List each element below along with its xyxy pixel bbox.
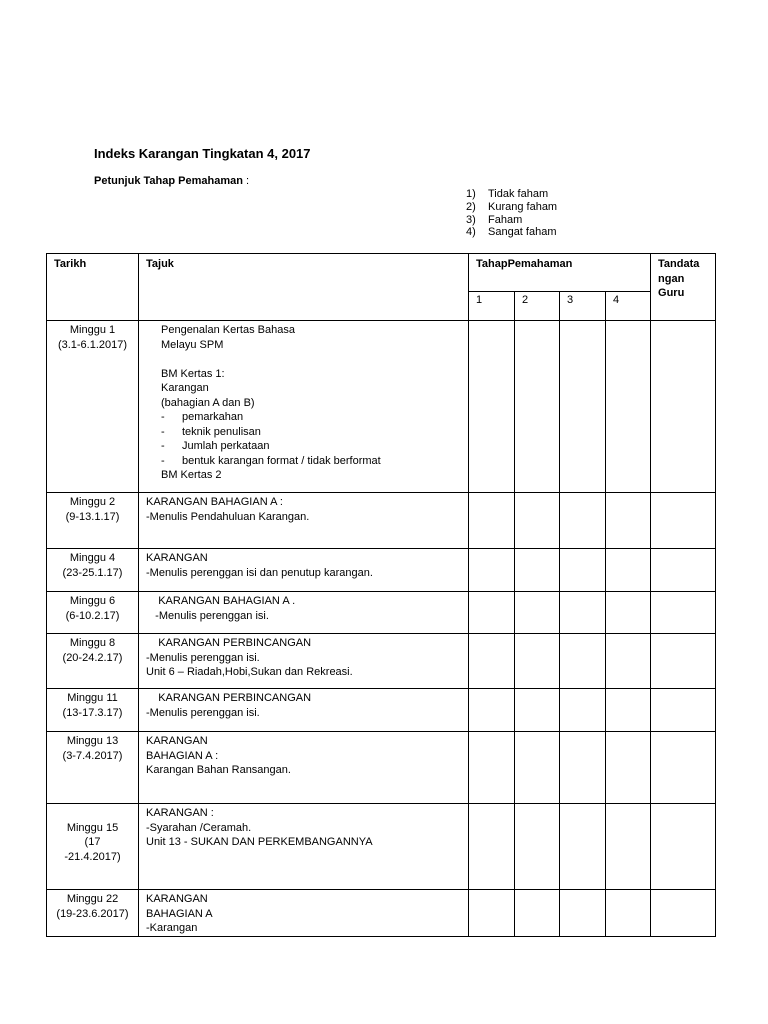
- cell-tandatangan: [651, 634, 716, 689]
- cell-tarikh: [47, 592, 139, 634]
- table-row: [47, 549, 716, 592]
- page-title: Indeks Karangan Tingkatan 4, 2017: [94, 146, 311, 161]
- tajuk-line: Pengenalan Kertas Bahasa: [161, 324, 295, 336]
- tajuk-blank-line: [146, 352, 468, 367]
- cell-tahap-3: [560, 549, 606, 592]
- tarikh-line: (19-23.6.2017): [56, 907, 129, 920]
- table-row: [47, 493, 716, 549]
- tarikh-line: Minggu 2: [69, 496, 116, 508]
- header-tajuk: Tajuk: [139, 254, 469, 321]
- bullet-dash: -: [161, 411, 165, 423]
- tajuk-line: -Menulis Pendahuluan Karangan.: [146, 510, 310, 523]
- cell-tahap-2: [515, 321, 560, 493]
- cell-tahap-4: [606, 549, 651, 592]
- level-number: 3): [466, 213, 476, 226]
- cell-tandatangan: [651, 804, 716, 890]
- tarikh-line: Minggu 8: [69, 637, 116, 649]
- header-tandatangan-guru: [651, 254, 716, 321]
- table-row: [47, 634, 716, 689]
- cell-tandatangan: [651, 321, 716, 493]
- header-row: [47, 254, 716, 292]
- tajuk-line: KARANGAN PERBINCANGAN: [146, 637, 312, 649]
- cell-tahap-4: [606, 634, 651, 689]
- tajuk-line: Unit 6 – Riadah,Hobi,Sukan dan Rekreasi.: [146, 666, 353, 678]
- cell-tahap-1: [469, 549, 515, 592]
- tajuk-line: -Menulis perenggan isi.: [146, 706, 260, 719]
- table-row: [47, 592, 716, 634]
- cell-tahap-1: [469, 321, 515, 493]
- cell-tahap-3: [560, 890, 606, 937]
- tajuk-line: BAHAGIAN A :: [146, 749, 219, 762]
- tajuk-line: Karangan: [161, 382, 209, 394]
- cell-tahap-1: [469, 592, 515, 634]
- cell-tajuk: [139, 549, 469, 592]
- table-row: [47, 804, 716, 890]
- tarikh-line: (3-7.4.2017): [62, 749, 123, 762]
- tajuk-line: BM Kertas 1:: [161, 367, 225, 380]
- tarikh-line: Minggu 1: [69, 324, 116, 336]
- header-tandatangan-line: Tandata: [658, 258, 700, 270]
- cell-tahap-1: [469, 689, 515, 732]
- header-level-4: 4: [606, 292, 651, 321]
- tarikh-line: (20-24.2.17): [62, 651, 123, 664]
- cell-tahap-4: [606, 493, 651, 549]
- header-tandatangan-line: ngan: [658, 272, 685, 285]
- level-text: Tidak faham: [488, 188, 549, 200]
- tajuk-line: KARANGAN: [146, 552, 208, 564]
- level-item: [466, 201, 557, 214]
- cell-tandatangan: [651, 732, 716, 804]
- cell-tarikh: [47, 493, 139, 549]
- cell-tahap-2: [515, 493, 560, 549]
- tajuk-line: Karangan Bahan Ransangan.: [146, 764, 291, 776]
- cell-tandatangan: [651, 689, 716, 732]
- tajuk-line: -Syarahan /Ceramah.: [146, 821, 252, 834]
- cell-tahap-4: [606, 592, 651, 634]
- tajuk-bullet-text: teknik penulisan: [182, 425, 261, 438]
- cell-tarikh: [47, 321, 139, 493]
- cell-tahap-2: [515, 890, 560, 937]
- table-row: [47, 689, 716, 732]
- cell-tahap-2: [515, 634, 560, 689]
- guide-label: [94, 175, 249, 187]
- level-item: [466, 226, 557, 239]
- tajuk-line: KARANGAN: [146, 893, 208, 905]
- tajuk-line: KARANGAN BAHAGIAN A .: [146, 595, 296, 607]
- header-tarikh: Tarikh: [47, 254, 139, 321]
- tajuk-line: KARANGAN :: [146, 807, 214, 819]
- cell-tahap-1: [469, 804, 515, 890]
- tajuk-line: Melayu SPM: [161, 338, 224, 351]
- cell-tahap-1: [469, 634, 515, 689]
- guide-label-colon: :: [246, 175, 250, 187]
- cell-tahap-1: [469, 732, 515, 804]
- header-tandatangan-line: Guru: [658, 287, 685, 299]
- header-level-3: 3: [560, 292, 606, 321]
- tajuk-line: -Menulis perenggan isi.: [146, 651, 260, 664]
- cell-tahap-3: [560, 592, 606, 634]
- tajuk-line: BAHAGIAN A: [146, 907, 213, 920]
- cell-tandatangan: [651, 890, 716, 937]
- cell-tahap-1: [469, 890, 515, 937]
- table-row: [47, 732, 716, 804]
- cell-tahap-2: [515, 592, 560, 634]
- tajuk-bullet-text: pemarkahan: [182, 411, 244, 423]
- cell-tajuk: [139, 804, 469, 890]
- tarikh-line: Minggu 4: [69, 552, 116, 564]
- cell-tahap-4: [606, 890, 651, 937]
- tarikh-line: Minggu 15: [66, 821, 119, 834]
- tarikh-line: (9-13.1.17): [65, 510, 120, 523]
- cell-tandatangan: [651, 493, 716, 549]
- cell-tahap-3: [560, 689, 606, 732]
- bullet-dash: -: [161, 454, 165, 467]
- cell-tajuk: [139, 689, 469, 732]
- cell-tahap-3: [560, 804, 606, 890]
- cell-tahap-1: [469, 493, 515, 549]
- tajuk-line: KARANGAN BAHAGIAN A :: [146, 496, 283, 508]
- tajuk-line: -Menulis perenggan isi dan penutup karangan.: [146, 566, 373, 579]
- tajuk-bullet-text: Jumlah perkataan: [182, 440, 270, 452]
- tarikh-line: (23-25.1.17): [62, 566, 123, 579]
- tarikh-line: (3.1-6.1.2017): [57, 338, 128, 351]
- tarikh-line: Minggu 13: [66, 735, 119, 747]
- header-level-2: 2: [515, 292, 560, 321]
- level-number: 2): [466, 200, 476, 213]
- cell-tahap-2: [515, 804, 560, 890]
- cell-tarikh: [47, 634, 139, 689]
- level-text: Faham: [488, 213, 523, 226]
- cell-tahap-3: [560, 634, 606, 689]
- level-text: Sangat faham: [488, 226, 557, 239]
- cell-tarikh: [47, 549, 139, 592]
- cell-tajuk: [139, 493, 469, 549]
- guide-label-text: Petunjuk Tahap Pemahaman: [94, 175, 243, 187]
- cell-tajuk: [139, 592, 469, 634]
- cell-tajuk: [139, 890, 469, 937]
- cell-tahap-4: [606, 804, 651, 890]
- level-text: Kurang faham: [488, 200, 558, 213]
- cell-tahap-3: [560, 321, 606, 493]
- tarikh-line: Minggu 11: [67, 692, 118, 704]
- tajuk-line: -Karangan: [146, 922, 198, 934]
- cell-tandatangan: [651, 592, 716, 634]
- cell-tahap-3: [560, 732, 606, 804]
- cell-tajuk: [139, 732, 469, 804]
- tarikh-line: Minggu 22: [66, 893, 119, 905]
- table-row: [47, 890, 716, 937]
- tajuk-bullet-item: [146, 454, 468, 469]
- tajuk-line: -Menulis perenggan isi.: [146, 609, 269, 622]
- cell-tahap-4: [606, 689, 651, 732]
- header-level-1: 1: [469, 292, 515, 321]
- cell-tahap-2: [515, 689, 560, 732]
- tarikh-line: -21.4.2017): [64, 850, 121, 863]
- essay-index-table: [46, 253, 716, 937]
- cell-tajuk: [139, 634, 469, 689]
- cell-tajuk: [139, 321, 469, 493]
- tarikh-line: (13-17.3.17): [62, 706, 123, 719]
- cell-tarikh: [47, 804, 139, 890]
- bullet-dash: -: [161, 440, 165, 452]
- level-item: [466, 214, 557, 227]
- tajuk-bullet-item: [146, 410, 468, 425]
- tajuk-line: KARANGAN PERBINCANGAN: [146, 692, 312, 704]
- cell-tarikh: [47, 890, 139, 937]
- tajuk-bullet-text: bentuk karangan format / tidak berformat: [182, 454, 381, 467]
- tajuk-line: KARANGAN: [146, 735, 208, 747]
- tajuk-bullet-item: [146, 425, 468, 440]
- tarikh-line: (6-10.2.17): [65, 609, 120, 622]
- cell-tandatangan: [651, 549, 716, 592]
- cell-tahap-4: [606, 732, 651, 804]
- cell-tarikh: [47, 689, 139, 732]
- tajuk-line: Unit 13 - SUKAN DAN PERKEMBANGANNYA: [146, 836, 373, 848]
- cell-tahap-2: [515, 549, 560, 592]
- cell-tahap-3: [560, 493, 606, 549]
- tajuk-line: BM Kertas 2: [161, 469, 222, 481]
- understanding-levels-list: [466, 188, 557, 239]
- tarikh-line: [47, 806, 138, 821]
- cell-tahap-4: [606, 321, 651, 493]
- tajuk-bullet-item: [146, 439, 468, 454]
- header-tahap-pemahaman: TahapPemahaman: [469, 254, 651, 292]
- tarikh-line: Minggu 6: [69, 595, 116, 607]
- bullet-dash: -: [161, 425, 165, 438]
- table-row: [47, 321, 716, 493]
- level-item: [466, 188, 557, 201]
- cell-tarikh: [47, 732, 139, 804]
- tarikh-line: (17: [84, 836, 101, 848]
- cell-tahap-2: [515, 732, 560, 804]
- level-number: 4): [466, 226, 476, 239]
- level-number: 1): [466, 188, 476, 200]
- tajuk-line: (bahagian A dan B): [161, 396, 255, 409]
